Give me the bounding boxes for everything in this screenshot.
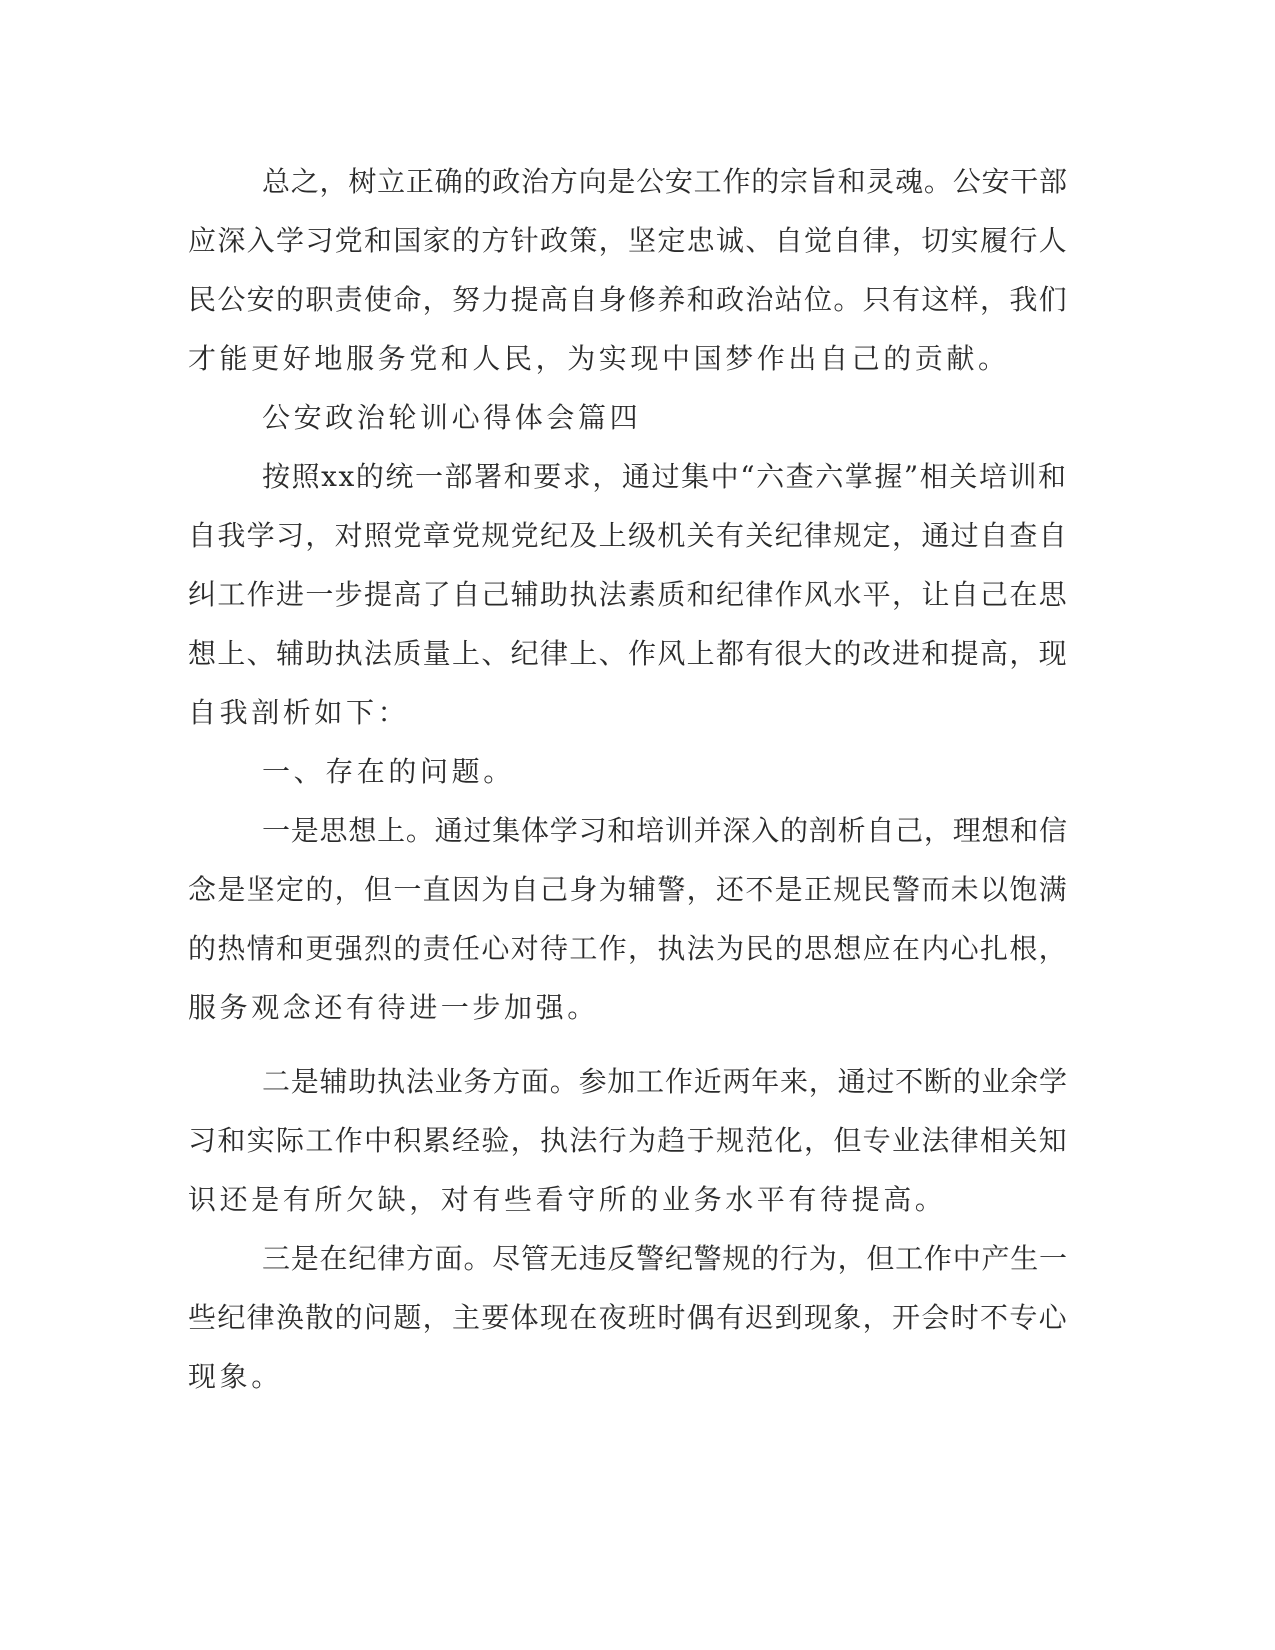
paragraph-2-line-4: 想上、辅助执法质量上、纪律上、作风上都有很大的改进和提高，现 bbox=[188, 637, 1069, 670]
paragraph-2-line-3: 纠工作进一步提高了自己辅助执法素质和纪律作风水平，让自己在思 bbox=[188, 578, 1069, 611]
paragraph-5-line-1: 三是在纪律方面。尽管无违反警纪警规的行为，但工作中产生一 bbox=[262, 1242, 1068, 1275]
section-heading: 公安政治轮训心得体会篇四 bbox=[262, 401, 642, 434]
paragraph-2-line-5: 自我剖析如下： bbox=[188, 696, 410, 729]
paragraph-1-line-1: 总之，树立正确的政治方向是公安工作的宗旨和灵魂。公安干部 bbox=[262, 165, 1068, 198]
paragraph-1-line-2: 应深入学习党和国家的方针政策，坚定忠诚、自觉自律，切实履行人 bbox=[188, 224, 1069, 257]
paragraph-1-line-4: 才能更好地服务党和人民，为实现中国梦作出自己的贡献。 bbox=[188, 342, 1010, 375]
subheading-problems: 一、存在的问题。 bbox=[262, 755, 515, 788]
paragraph-5-line-2: 些纪律涣散的问题，主要体现在夜班时偶有迟到现象，开会时不专心 bbox=[188, 1301, 1069, 1334]
paragraph-3-line-2: 念是坚定的，但一直因为自己身为辅警，还不是正规民警而未以饱满 bbox=[188, 873, 1069, 906]
paragraph-1-line-3: 民公安的职责使命，努力提高自身修养和政治站位。只有这样，我们 bbox=[188, 283, 1069, 316]
paragraph-5-line-3: 现象。 bbox=[188, 1360, 283, 1393]
paragraph-4-line-1: 二是辅助执法业务方面。参加工作近两年来，通过不断的业余学 bbox=[262, 1065, 1068, 1098]
paragraph-4-line-3: 识还是有所欠缺，对有些看守所的业务水平有待提高。 bbox=[188, 1183, 947, 1216]
paragraph-3-line-1: 一是思想上。通过集体学习和培训并深入的剖析自己，理想和信 bbox=[262, 814, 1068, 847]
paragraph-3-line-3: 的热情和更强烈的责任心对待工作，执法为民的思想应在内心扎根， bbox=[188, 932, 1069, 965]
paragraph-2-line-1: 按照xx的统一部署和要求，通过集中“六查六掌握”相关培训和 bbox=[262, 460, 1068, 493]
paragraph-4-line-2: 习和实际工作中积累经验，执法行为趋于规范化，但专业法律相关知 bbox=[188, 1124, 1069, 1157]
paragraph-3-line-4: 服务观念还有待进一步加强。 bbox=[188, 991, 599, 1024]
paragraph-2-line-2: 自我学习，对照党章党规党纪及上级机关有关纪律规定，通过自查自 bbox=[188, 519, 1069, 552]
